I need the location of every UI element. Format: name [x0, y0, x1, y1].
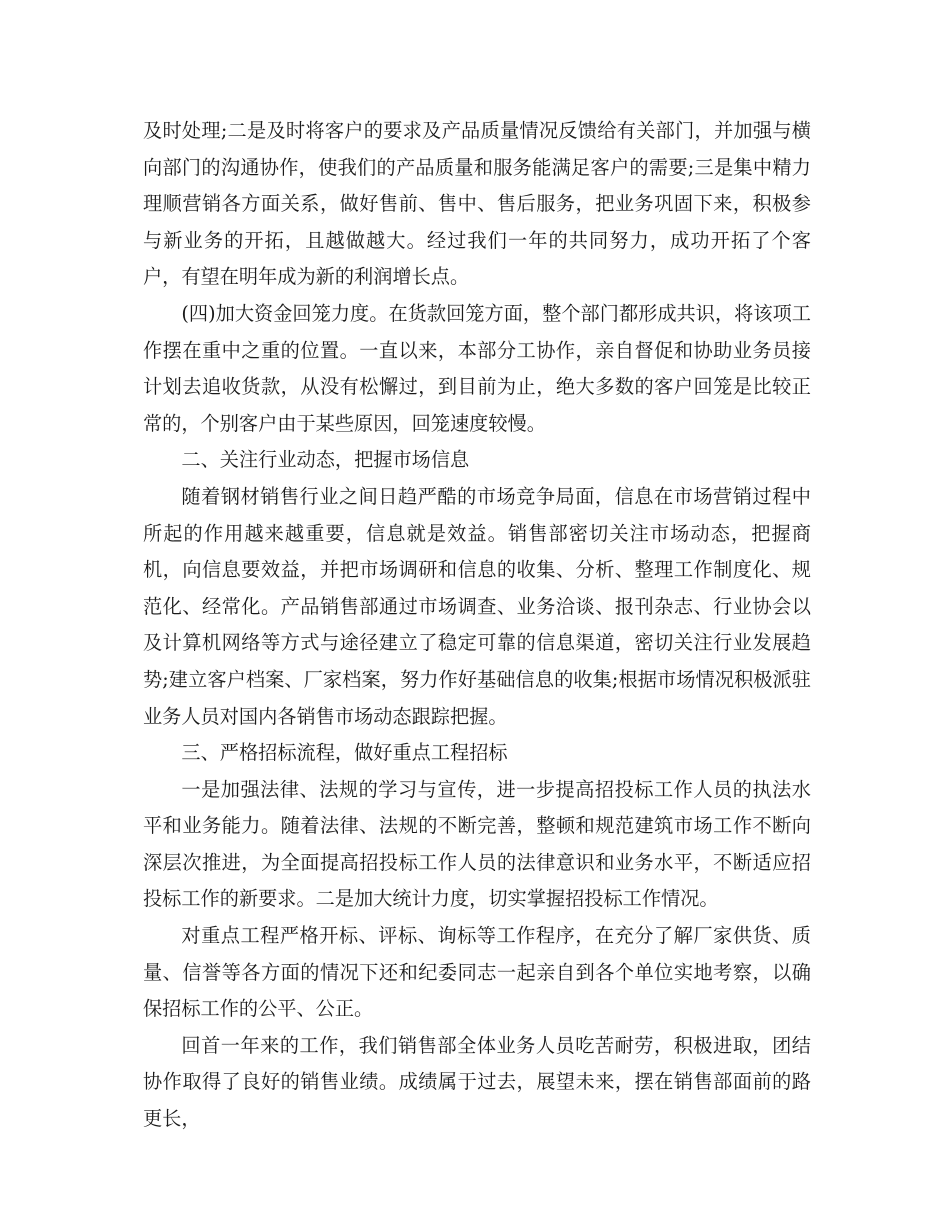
section-heading-bidding: 三、严格招标流程，做好重点工程招标: [181, 741, 508, 765]
paragraph-capital-recovery: (四)加大资金回笼力度。在货款回笼方面，整个部门都形成共识，将该项工作摆在重中之重的位置。一直以来，本部分工协作，亲自督促和协助业务员接计划去追收货款，从没有松懈过，到目前为止，绝大多数的客户回笼是比较正常的，个别客户由于某些原因，回笼速度较慢。: [143, 301, 811, 435]
section-heading-market-info: 二、关注行业动态，把握市场信息: [181, 448, 470, 472]
paragraph-bidding-procedure: 对重点工程严格开标、评标、询标等工作程序，在充分了解厂家供货、质量、信誉等各方面的情况下还和纪委同志一起亲自到各个单位实地考察，以确保招标工作的公平、公正。: [143, 924, 811, 1021]
paragraph-review: 回首一年来的工作，我们销售部全体业务人员吃苦耐劳，积极进取，团结协作取得了良好的销售业绩。成绩属于过去，展望未来，摆在销售部面前的路更长，: [143, 1033, 811, 1131]
paragraph-market-info: 随着钢材销售行业之间日趋严酷的市场竞争局面，信息在市场营销过程中所起的作用越来越重要，信息就是效益。销售部密切关注市场动态，把握商机，向信息要效益，并把市场调研和信息的收集、分析、整理工作制度化、规范化、经常化。产品销售部通过市场调查、业务洽谈、报刊杂志、行业协会以及计算机网络等方式与途径建立了稳定可靠的信息渠道，密切关注行业发展趋势;建立客户档案、厂家档案，努力作好基础信息的收集;根据市场情况积极派驻业务人员对国内各销售市场动态跟踪把握。: [143, 484, 811, 728]
paragraph-continuation: 及时处理;二是及时将客户的要求及产品质量情况反馈给有关部门，并加强与横向部门的沟通协作，使我们的产品质量和服务能满足客户的需要;三是集中精力理顺营销各方面关系，做好售前、售中、售后服务，把业务巩固下来，积极参与新业务的开拓，且越做越大。经过我们一年的共同努力，成功开拓了个客户，有望在明年成为新的利润增长点。: [143, 119, 811, 289]
document-body: [143, 113, 811, 1138]
paragraph-bidding-law: 一是加强法律、法规的学习与宣传，进一步提高招投标工作人员的执法水平和业务能力。随着法律、法规的不断完善，整顿和规范建筑市场工作不断向深层次推进，为全面提高招投标工作人员的法律意识和业务水平，不断适应招投标工作的新要求。二是加大统计力度，切实掌握招投标工作情况。: [143, 777, 811, 911]
